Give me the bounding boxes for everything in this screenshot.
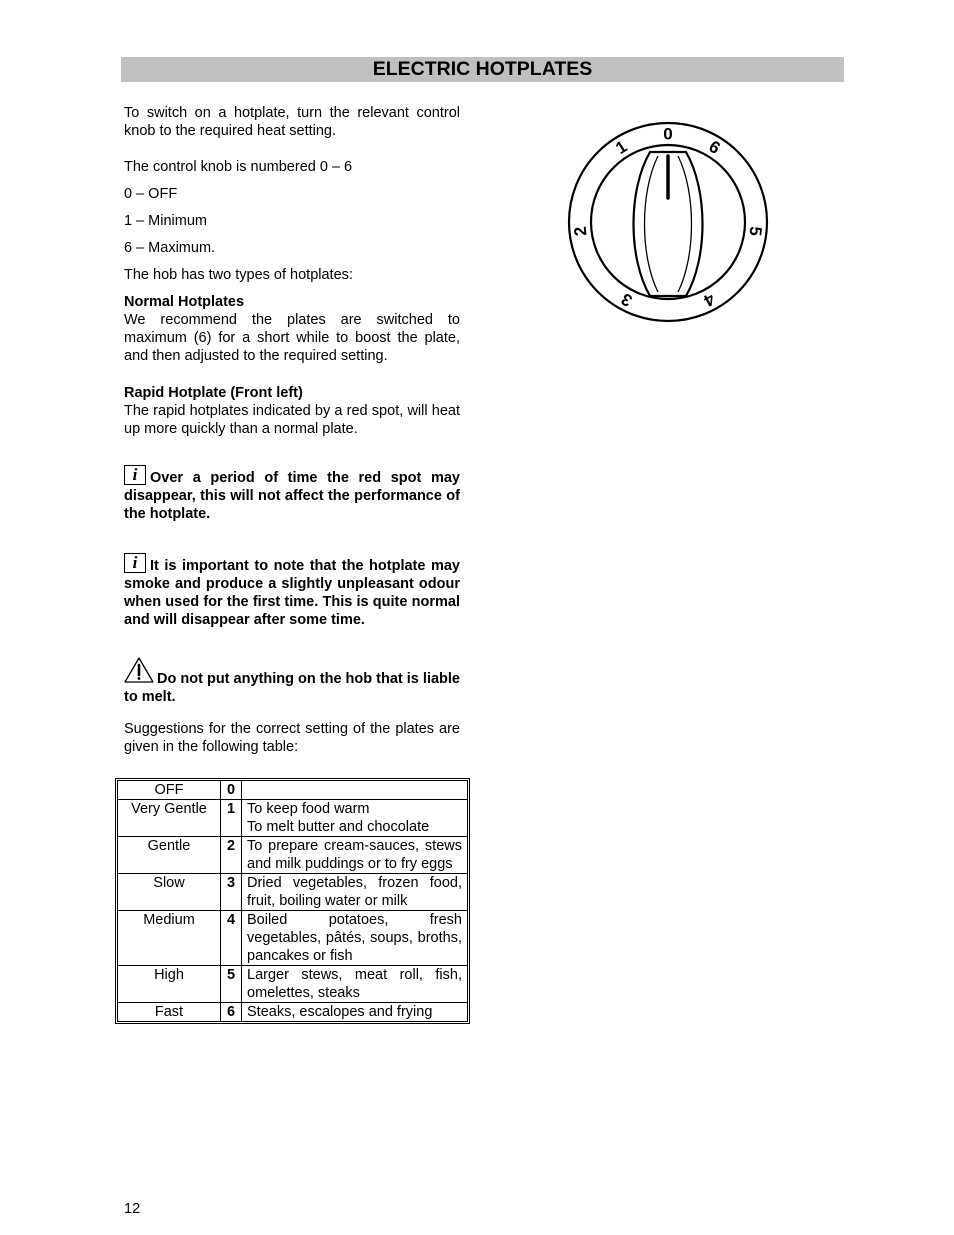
hotplate-types-text: The hob has two types of hotplates: <box>124 267 353 283</box>
setting-off-text: 0 – OFF <box>124 186 178 202</box>
knob-label-4: 4 <box>700 289 718 311</box>
heat-level-cell: Medium <box>118 911 221 966</box>
warning-note <box>124 657 460 706</box>
rapid-hotplate-heading: Rapid Hotplate (Front left) <box>124 385 303 401</box>
setting-minimum-text: 1 – Minimum <box>124 213 207 229</box>
heat-level-cell: High <box>118 966 221 1003</box>
intro-paragraph: To switch on a hotplate, turn the relevant control knob to the required heat setting. <box>124 105 460 139</box>
table-row <box>118 837 468 874</box>
knob-grip <box>634 152 703 296</box>
knob-label-1: 1 <box>612 136 631 158</box>
recommended-use-cell: To keep food warm To melt butter and chocolate <box>242 800 468 837</box>
setting-maximum-text: 6 – Maximum. <box>124 240 216 256</box>
heat-level-cell: Gentle <box>118 837 221 874</box>
table-row <box>118 911 468 966</box>
knob-label-3: 3 <box>618 289 636 311</box>
recommended-use-cell: Boiled potatoes, fresh vegetables, pâtés, soups, broths, pancakes or fish <box>242 911 468 966</box>
table-row <box>118 800 468 837</box>
info-note-text: Over a period of time the red spot may disappear, this will not affect the performance of the hotplate. <box>124 470 460 522</box>
info-note-red-spot <box>124 465 460 523</box>
recommended-use-cell: To prepare cream-sauces, stews and milk puddings or to fry eggs <box>242 837 468 874</box>
recommended-use-cell: Dried vegetables, frozen food, fruit, boiling water or milk <box>242 874 468 911</box>
heat-level-cell: Very Gentle <box>118 800 221 837</box>
recommended-use-cell: Steaks, escalopes and frying <box>242 1003 468 1022</box>
table-row <box>118 1003 468 1022</box>
heat-level-cell: Fast <box>118 1003 221 1022</box>
setting-number-cell: 0 <box>221 781 242 800</box>
info-icon: i <box>124 553 146 573</box>
control-knob-diagram <box>566 120 770 324</box>
info-note-smoke <box>124 553 460 629</box>
setting-number-cell: 5 <box>221 966 242 1003</box>
recommended-use-cell <box>242 781 468 800</box>
knob-label-5: 5 <box>745 225 766 237</box>
heat-level-cell: Slow <box>118 874 221 911</box>
suggestions-text: Suggestions for the correct setting of the plates are given in the following table: <box>124 721 460 755</box>
settings-table <box>117 780 468 1022</box>
knob-numbering-text: The control knob is numbered 0 – 6 <box>124 159 353 175</box>
heat-level-cell: OFF <box>118 781 221 800</box>
recommended-use-cell: Larger stews, meat roll, fish, omelettes, steaks <box>242 966 468 1003</box>
table-row <box>118 874 468 911</box>
page-title: ELECTRIC HOTPLATES <box>121 57 844 82</box>
warning-text: Do not put anything on the hob that is liable to melt. <box>124 671 460 705</box>
normal-hotplates-heading: Normal Hotplates <box>124 294 245 310</box>
table-row <box>118 966 468 1003</box>
setting-number-cell: 6 <box>221 1003 242 1022</box>
setting-number-cell: 1 <box>221 800 242 837</box>
main-text-column <box>124 104 460 756</box>
normal-hotplates-text: We recommend the plates are switched to maximum (6) for a short while to boost the plate, and then adjusted to the required setting. <box>124 312 460 364</box>
setting-number-cell: 4 <box>221 911 242 966</box>
table-row <box>118 781 468 800</box>
knob-label-0: 0 <box>663 124 673 144</box>
rapid-hotplate-text: The rapid hotplates indicated by a red spot, will heat up more quickly than a normal plate. <box>124 403 460 437</box>
knob-label-6: 6 <box>705 136 724 158</box>
setting-number-cell: 2 <box>221 837 242 874</box>
knob-label-2: 2 <box>570 225 591 237</box>
page-number: 12 <box>124 1201 141 1217</box>
setting-number-cell: 3 <box>221 874 242 911</box>
info-note-text: It is important to note that the hotplate may smoke and produce a slightly unpleasant odour when used for the first time. This is quite normal and will disappear after some time. <box>124 558 460 628</box>
info-icon: i <box>124 465 146 485</box>
warning-icon <box>124 657 154 683</box>
